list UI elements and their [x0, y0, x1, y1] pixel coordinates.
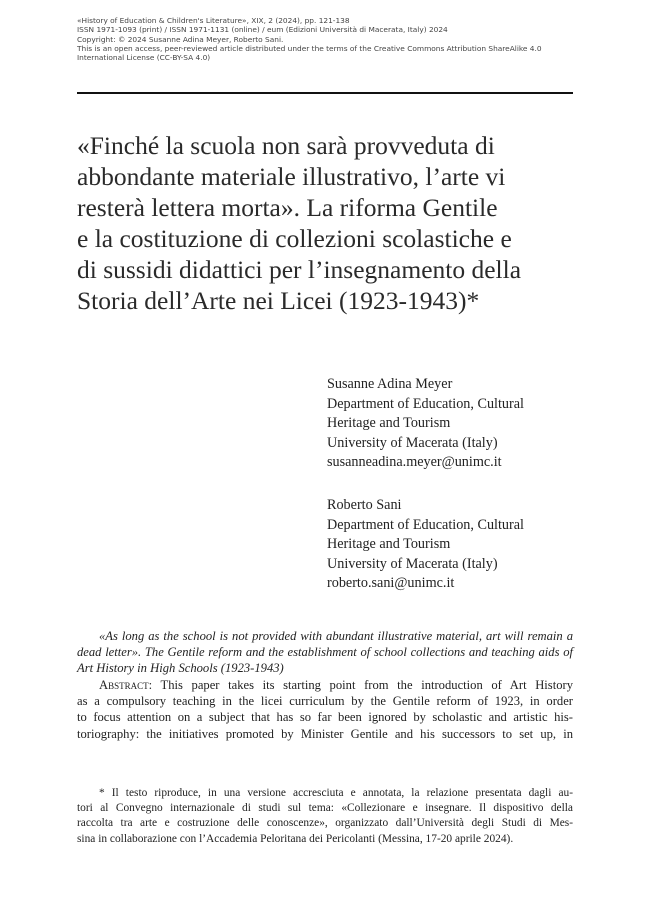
title-line: di sussidi didattici per l’insegnamento della — [77, 255, 522, 284]
author-department: Department of Education, Cultural — [327, 395, 524, 412]
author-department-cont: Heritage and Tourism — [327, 536, 451, 552]
footnote-line: sina in collaborazione con l’Accademia Peloritana dei Pericolanti (Messina, 17-20 aprile 2024). — [77, 832, 514, 845]
author-email[interactable]: roberto.sani@unimc.it — [327, 575, 455, 591]
author-university: University of Macerata (Italy) — [327, 555, 498, 572]
author-department: Department of Education, Cultural — [327, 516, 524, 533]
title-line: «Finché la scuola non sarà provveduta di — [77, 131, 495, 160]
title-line: Storia dell’Arte nei Licei (1923-1943)* — [77, 286, 480, 315]
footnote-line: * Il testo riproduce, in una versione accresciuta e annotata, la relazione presentata dagli au- — [99, 787, 573, 799]
author-block-sani — [327, 496, 577, 594]
journal-header — [77, 16, 573, 62]
abstract-line: to focus attention on a subject that has so far been ignored by scholastic and artistic his- — [77, 710, 573, 725]
article-title — [77, 130, 587, 316]
abstract-line: as a compulsory teaching in the licei curriculum by the Gentile reform of 1923, in order — [77, 694, 573, 709]
author-block-meyer — [327, 375, 577, 473]
author-department-cont: Heritage and Tourism — [327, 415, 451, 431]
author-university: University of Macerata (Italy) — [327, 434, 498, 451]
footnote-line: tori al Convegno internazionale di studi sul tema: «Collezionare e insegnare. Il dispositivo della — [77, 802, 573, 815]
english-title: «As long as the school is not provided with abundant illustrative material, art will remain a dead letter». The Gentile reform and the establishment of school collections and teaching aids of Art History in High Schools (1923-1943) — [77, 629, 573, 676]
footnote — [77, 786, 573, 847]
title-line: e la costituzione di collezioni scolastiche e — [77, 224, 512, 253]
header-copyright-line: Copyright: © 2024 Susanne Adina Meyer, Roberto Sani. — [77, 34, 284, 44]
title-line: resterà lettera morta». La riforma Gentile — [77, 193, 498, 222]
header-issn-line: ISSN 1971-1093 (print) / ISSN 1971-1131 (online) / eum (Edizioni Università di Macerata, Italy) 2024 — [77, 25, 448, 35]
author-email[interactable]: susanneadina.meyer@unimc.it — [327, 454, 502, 470]
abstract-label: Abstract — [99, 678, 149, 692]
header-divider — [77, 92, 573, 94]
abstract-text: : This paper takes its starting point from the introduction of Art History — [148, 678, 573, 692]
abstract-first-line — [77, 677, 573, 693]
author-name: Susanne Adina Meyer — [327, 376, 453, 392]
header-citation-line: «History of Education & Children's Literature», XIX, 2 (2024), pp. 121-138 — [77, 16, 350, 25]
title-line: abbondante materiale illustrativo, l’arte vi — [77, 162, 506, 191]
abstract-line: toriography: the initiatives promoted by Minister Gentile and his successors to set up, in — [77, 726, 573, 741]
footnote-line: raccolta tra arte e costruzione delle conoscenze», organizzato dall’Università degli Studi di Mes- — [77, 817, 573, 830]
abstract — [77, 677, 573, 742]
author-name: Roberto Sani — [327, 497, 402, 513]
header-license-line: This is an open access, peer-reviewed article distributed under the terms of the Creative Commons Attribution ShareAlike 4.0 — [77, 43, 542, 53]
header-license-line-2: International License (CC-BY-SA 4.0) — [77, 53, 211, 63]
